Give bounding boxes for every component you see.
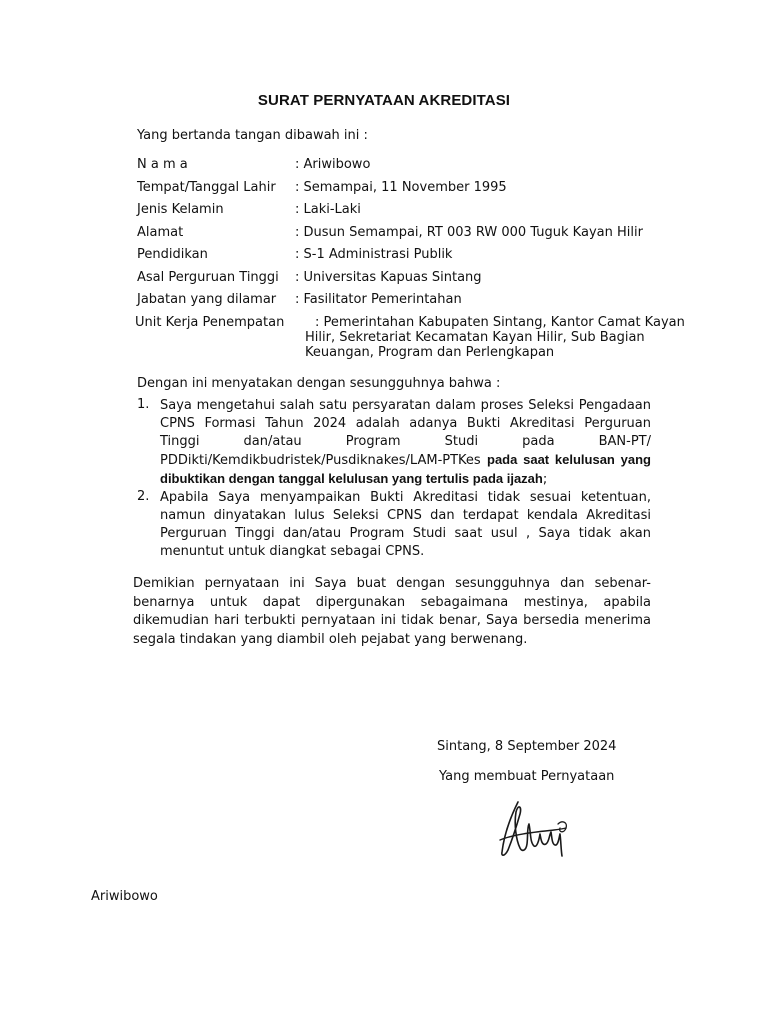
item-1-end-text: ;: [542, 472, 548, 487]
item-number-1: 1.: [137, 397, 150, 412]
signature-icon: [496, 794, 572, 860]
statement-intro: Dengan ini menyatakan dengan sesungguhnya bahwa :: [137, 376, 501, 391]
field-label-name: N a m a: [137, 157, 188, 172]
field-label-position: Jabatan yang dilamar: [137, 292, 277, 307]
field-label-university: Asal Perguruan Tinggi: [137, 270, 279, 285]
item-text-1: [160, 397, 651, 489]
field-value-name: : Ariwibowo: [295, 157, 371, 172]
signer-name: Ariwibowo: [91, 889, 158, 904]
maker-label: Yang membuat Pernyataan: [439, 769, 615, 784]
closing-paragraph: Demikian pernyataan ini Saya buat dengan sesungguhnya dan sebenar-benarnya untuk dapat dipergunakan sebagaimana mestinya, apabila dikemudian hari terbukti pernyataan ini tidak benar, Saya bersedia menerima segala tindakan yang diambil oleh pejabat yang berwenang.: [133, 576, 651, 647]
field-value-gender: : Laki-Laki: [295, 202, 361, 217]
field-label-unit: Unit Kerja Penempatan: [135, 315, 285, 330]
field-value-university: : Universitas Kapuas Sintang: [295, 270, 482, 285]
field-label-birth: Tempat/Tanggal Lahir: [137, 180, 276, 195]
place-date: Sintang, 8 September 2024: [437, 739, 617, 754]
item-text-2: Apabila Saya menyampaikan Bukti Akreditasi tidak sesuai ketentuan, namun dinyatakan lulus Seleksi CPNS dan terdapat kendala Akreditasi Perguruan Tinggi dan/atau Program Studi saat usul , Saya tidak akan menuntut untuk diangkat sebagai CPNS.: [160, 490, 651, 559]
field-label-education: Pendidikan: [137, 247, 208, 262]
field-value-education: : S-1 Administrasi Publik: [295, 247, 453, 262]
item-number-2: 2.: [137, 489, 150, 504]
field-value-birth: : Semampai, 11 November 1995: [295, 180, 507, 195]
intro-text: Yang bertanda tangan dibawah ini :: [137, 128, 368, 143]
unit-value-line1: : Pemerintahan Kabupaten Sintang, Kantor Camat Kayan: [315, 315, 685, 330]
field-value-unit: [305, 315, 685, 360]
field-value-position: : Fasilitator Pemerintahan: [295, 292, 462, 307]
field-value-address: : Dusun Semampai, RT 003 RW 000 Tuguk Kayan Hilir: [295, 225, 643, 240]
unit-value-line2: Hilir, Sekretariat Kecamatan Kayan Hilir, Sub Bagian: [305, 330, 645, 345]
item-1-normal-text: Saya mengetahui salah satu persyaratan dalam proses Seleksi Pengadaan CPNS Formasi Tahun 2024 adalah adanya Bukti Akreditasi Perguruan Tinggi dan/atau Program Studi pada BAN-PT/ PDDikti/Kemdikbudristek/Pusdiknakes/LAM-PTKes: [160, 398, 651, 468]
field-label-gender: Jenis Kelamin: [137, 202, 224, 217]
field-label-address: Alamat: [137, 225, 184, 240]
document-title: SURAT PERNYATAAN AKREDITASI: [257, 92, 511, 109]
item-1-bold-text: pada saat kelulusan yang dibuktikan dengan tanggal kelulusan yang tertulis pada ijazah: [160, 452, 651, 486]
unit-value-line3: Keuangan, Program dan Perlengkapan: [305, 345, 555, 360]
